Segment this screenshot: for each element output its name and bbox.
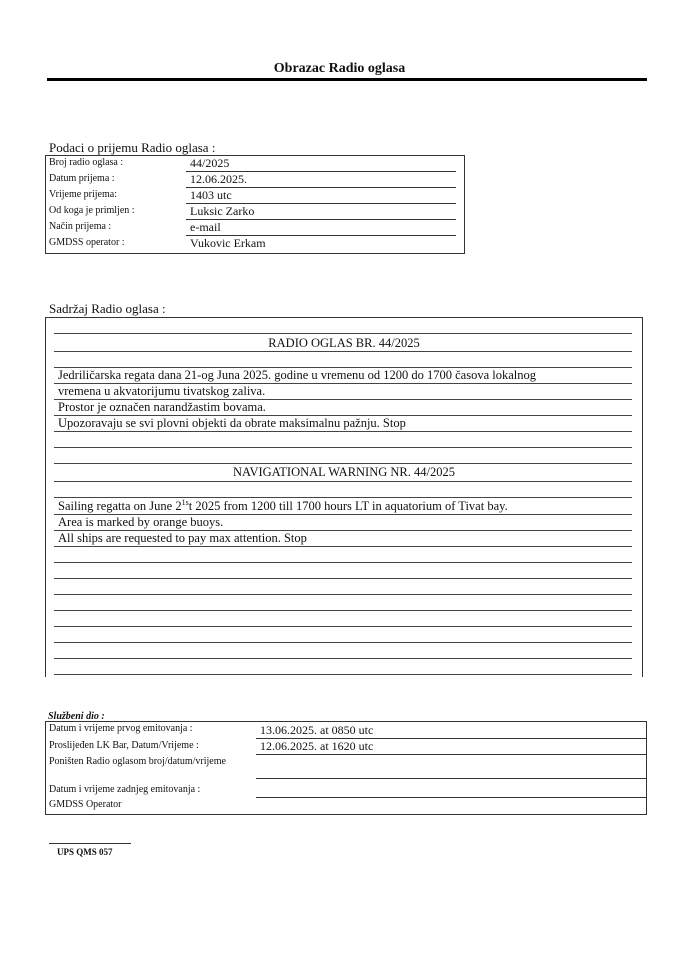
receipt-box [45, 155, 465, 254]
receipt-row [46, 188, 464, 204]
receipt-value[interactable]: 1403 utc [190, 188, 232, 202]
value-underline [256, 797, 646, 798]
form-title: Obrazac Radio oglasa [273, 61, 406, 76]
local-warning-line: Prostor je označen narandžastim bovama. [58, 400, 266, 414]
receipt-label: Od koga je primljen : [49, 205, 135, 216]
ruled-line [54, 333, 632, 334]
official-value[interactable]: 13.06.2025. at 0850 utc [260, 723, 374, 737]
ruled-line [54, 578, 632, 579]
official-label: Proslijeđen LK Bar, Datum/Vrijeme : [49, 740, 199, 751]
title-rule [47, 78, 647, 81]
receipt-row [46, 172, 464, 188]
official-label: GMDSS Operator [49, 799, 122, 810]
navigational-warning-heading: NAVIGATIONAL WARNING NR. 44/2025 [233, 465, 455, 479]
ruled-line [54, 674, 632, 675]
official-row [46, 739, 646, 755]
receipt-value[interactable]: Luksic Zarko [190, 204, 255, 218]
local-warning-line: Upozoravaju se svi plovni objekti da obrate maksimalnu pažnju. Stop [58, 416, 406, 430]
receipt-label: Način prijema : [49, 221, 112, 232]
ruled-line [54, 351, 632, 352]
official-label: Poništen Radio oglasom broj/datum/vrijeme [49, 756, 226, 767]
ruled-line [54, 546, 632, 547]
ruled-line [54, 594, 632, 595]
ruled-line [54, 658, 632, 659]
official-row [46, 755, 646, 779]
official-value[interactable]: 12.06.2025. at 1620 utc [260, 739, 374, 753]
ruled-line [54, 431, 632, 432]
official-label: Datum i vrijeme prvog emitovanja : [49, 723, 193, 734]
warning-text-part: t 2025 from 1200 till 1700 hours LT in aquatorium of Tivat bay. [188, 499, 508, 514]
receipt-label: Datum prijema : [49, 173, 115, 184]
ordinal-superscript: 1s [181, 498, 189, 507]
receipt-row [46, 204, 464, 220]
receipt-row [46, 220, 464, 236]
form-code-rule [49, 843, 131, 844]
value-underline [256, 778, 646, 779]
receipt-value[interactable]: e-mail [190, 220, 221, 234]
receipt-section-label: Podaci o prijemu Radio oglasa : [49, 140, 216, 155]
official-row [46, 722, 646, 738]
receipt-label: GMDSS operator : [49, 237, 125, 248]
receipt-label: Vrijeme prijema: [49, 189, 117, 200]
local-warning-line: vremena u akvatorijumu tivatskog zaliva. [58, 384, 266, 398]
ruled-line [54, 562, 632, 563]
ruled-line [54, 626, 632, 627]
navigational-warning-line: Area is marked by orange buoys. [58, 515, 224, 529]
receipt-row [46, 236, 464, 252]
ruled-line [54, 642, 632, 643]
navigational-warning-line: All ships are requested to pay max attention. Stop [58, 531, 307, 545]
official-box [45, 721, 647, 815]
content-box [45, 317, 643, 677]
ruled-line [54, 610, 632, 611]
local-warning-heading: RADIO OGLAS BR. 44/2025 [268, 336, 420, 350]
receipt-row [46, 156, 464, 172]
ruled-line [54, 481, 632, 482]
receipt-value[interactable]: 12.06.2025. [190, 172, 247, 186]
receipt-value[interactable]: Vukovic Erkam [190, 236, 266, 250]
local-warning-line: Jedriličarska regata dana 21-og Juna 2025. godine u vremenu od 1200 do 1700 časova lokalnog [58, 368, 536, 382]
ruled-line [54, 447, 632, 448]
official-row [46, 799, 646, 813]
receipt-value[interactable]: 44/2025 [190, 156, 230, 170]
content-section-label: Sadržaj Radio oglasa : [49, 301, 166, 316]
ruled-line [54, 463, 632, 464]
navigational-warning-line [58, 498, 508, 514]
warning-text-part: Sailing regatta on June 2 [58, 499, 182, 514]
official-label: Datum i vrijeme zadnjeg emitovanja : [49, 784, 201, 795]
receipt-label: Broj radio oglasa : [49, 157, 124, 168]
official-section-label: Službeni dio : [48, 711, 105, 722]
form-code: UPS QMS 057 [57, 847, 113, 857]
